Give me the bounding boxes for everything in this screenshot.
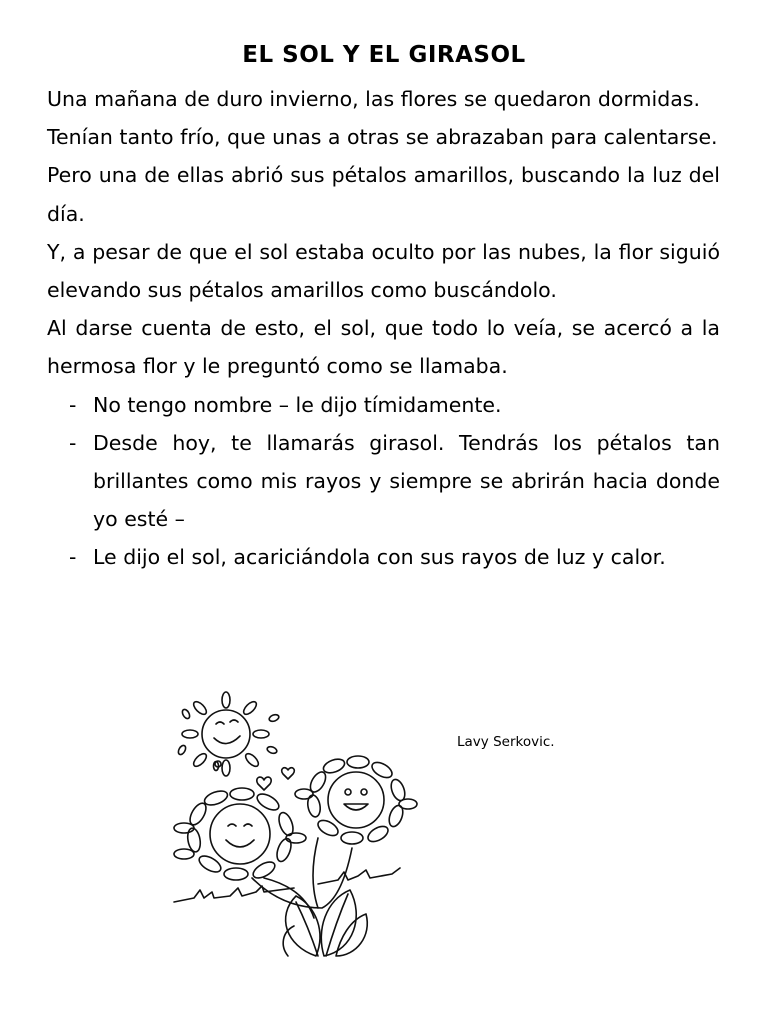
paragraph-2: Tenían tanto frío, que unas a otras se abrazaban para calentarse. (47, 125, 718, 150)
left-sunflower-icon (174, 788, 306, 881)
hearts-icon (257, 768, 295, 790)
dialogue-list (47, 386, 720, 577)
paragraph-1: Una mañana de duro invierno, las flores se quedaron dormidas. (47, 87, 700, 111)
dialogue-text: Le dijo el sol, acariciándola con sus rayos de luz y calor. (93, 545, 666, 570)
smiling-sun-icon (177, 692, 280, 776)
dialogue-dash: - (69, 545, 77, 570)
dialogue-text: Desde hoy, te llamarás girasol. Tendrás los pétalos tan brillantes como mis rayos y siempre se abrirán hacia donde yo esté – (93, 430, 720, 532)
grass-icon (174, 868, 400, 902)
dialogue-dash: - (69, 392, 77, 417)
paragraph-5: Al darse cuenta de esto, el sol, que todo lo veía, se acercó a la hermosa flor y le preguntó como se llamaba. (47, 316, 720, 379)
leaves-icon (283, 890, 367, 956)
dialogue-text: No tengo nombre – le dijo tímidamente. (93, 392, 502, 417)
dialogue-line-3 (47, 538, 720, 576)
stems-icon (252, 838, 352, 918)
paragraph-3: Pero una de ellas abrió sus pétalos amarillos, buscando la luz del día. (47, 163, 720, 226)
right-sunflower-icon (295, 756, 417, 845)
author-credit: Lavy Serkovic. (457, 734, 555, 750)
story-body (47, 80, 720, 577)
paragraph-4: Y, a pesar de que el sol estaba oculto por las nubes, la flor siguió elevando sus pétalos amarillos como buscándolo. (47, 239, 720, 303)
dialogue-dash: - (69, 430, 77, 455)
story-title: EL SOL Y EL GIRASOL (242, 42, 526, 68)
dialogue-line-1 (47, 386, 720, 424)
sun-and-sunflowers-illustration (168, 688, 436, 960)
dialogue-line-2 (47, 424, 720, 539)
